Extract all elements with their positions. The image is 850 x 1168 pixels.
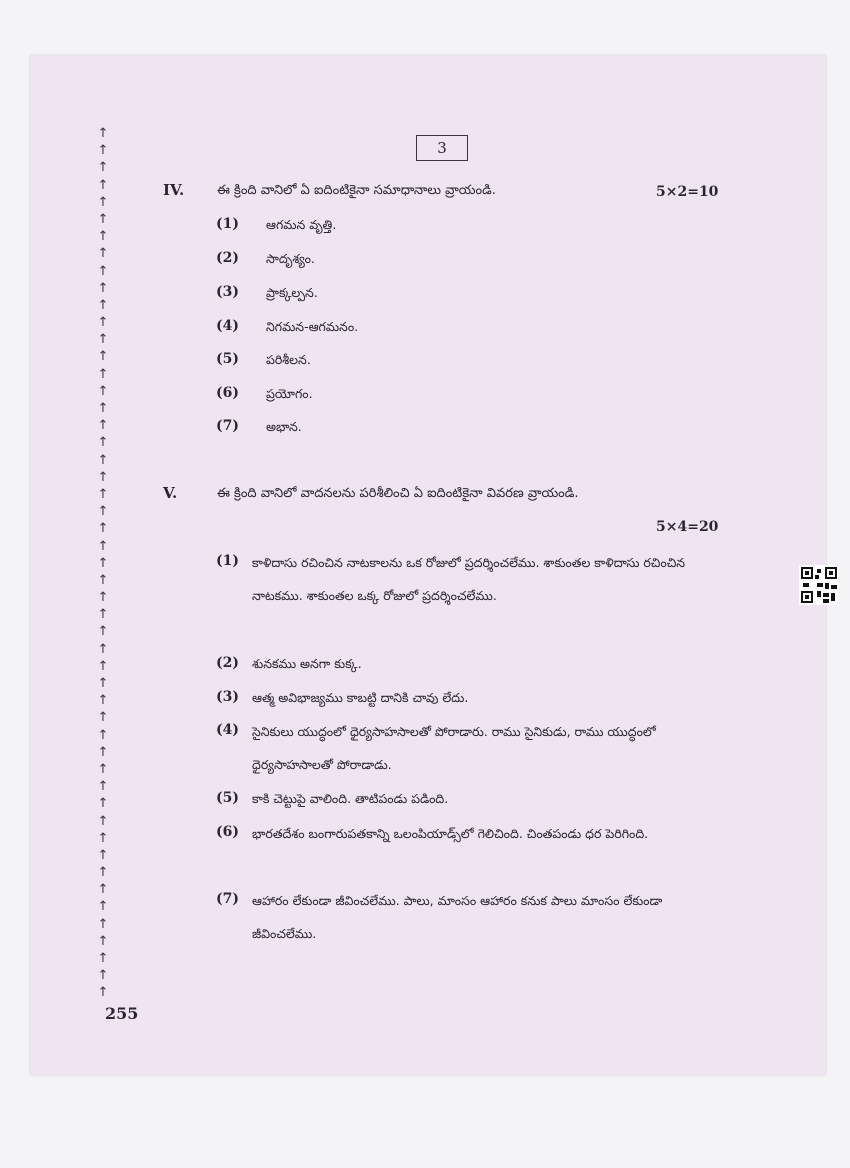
margin-arrow: ↑ [97, 194, 109, 210]
section-v-item-7-number: (7) [216, 891, 239, 907]
margin-arrow: ↑ [97, 590, 109, 606]
section-v-item-3-number: (3) [216, 689, 239, 705]
margin-arrow: ↑ [97, 624, 109, 640]
margin-arrow: ↑ [97, 641, 109, 657]
margin-arrow: ↑ [97, 160, 109, 176]
margin-arrow: ↑ [97, 263, 109, 279]
page-number-box: 3 [416, 135, 468, 161]
margin-arrow: ↑ [97, 968, 109, 984]
section-iv-item-1-number: (1) [216, 216, 239, 232]
section-iv-item-2-text: సాదృశ్యం. [266, 251, 315, 266]
section-iv-item-5-text: పరిశీలన. [266, 352, 311, 367]
margin-arrow: ↑ [97, 211, 109, 227]
margin-arrow: ↑ [97, 297, 109, 313]
margin-arrow: ↑ [97, 985, 109, 1001]
margin-arrow: ↑ [97, 899, 109, 915]
section-v-item-5-text: కాకి చెట్టుపై వాలింది. తాటిపండు పడింది. [252, 791, 449, 806]
margin-arrow: ↑ [97, 315, 109, 331]
section-iv-instruction: ఈ క్రింది వానిలో ఏ ఐదింటికైనా సమాధానాలు వ్రాయండి. [217, 183, 496, 198]
section-v-item-6-number: (6) [216, 824, 239, 840]
section-v-item-4-number: (4) [216, 722, 239, 738]
margin-arrow: ↑ [97, 916, 109, 932]
section-iv-item-7-number: (7) [216, 418, 239, 434]
margin-arrow: ↑ [97, 847, 109, 863]
margin-arrow: ↑ [97, 401, 109, 416]
section-iv-item-4-number: (4) [216, 318, 239, 334]
margin-arrow: ↑ [97, 779, 109, 795]
section-v-item-2-number: (2) [216, 655, 239, 671]
margin-arrow: ↑ [97, 727, 109, 743]
section-v-item-5-number: (5) [216, 790, 239, 806]
margin-arrow: ↑ [97, 882, 109, 898]
margin-arrow: ↑ [97, 229, 109, 245]
margin-arrow: ↑ [97, 744, 109, 760]
margin-arrow: ↑ [97, 452, 109, 468]
margin-arrow: ↑ [97, 572, 109, 588]
margin-arrow: ↑ [97, 177, 109, 193]
section-v-item-1-number: (1) [216, 553, 239, 569]
section-iv-item-5-number: (5) [216, 351, 239, 367]
margin-arrow: ↑ [97, 796, 109, 812]
margin-arrow: ↑ [97, 280, 109, 296]
section-v-number: V. [163, 484, 178, 502]
margin-arrow: ↑ [97, 813, 109, 829]
margin-arrow: ↑ [97, 143, 109, 159]
margin-arrow: ↑ [97, 658, 109, 674]
section-iv-number: IV. [163, 181, 185, 199]
margin-arrow: ↑ [97, 246, 109, 262]
margin-arrow: ↑ [97, 607, 109, 623]
section-v-marks: 5×4=20 [656, 519, 719, 535]
margin-arrow: ↑ [97, 693, 109, 709]
margin-arrow: ↑ [97, 676, 109, 691]
section-iv-item-7-text: అభాన. [266, 419, 302, 434]
margin-arrow: ↑ [97, 469, 109, 485]
margin-arrow: ↑ [97, 865, 109, 881]
margin-arrow: ↑ [97, 521, 109, 537]
section-v-item-3-text: ఆత్మ అవిభాజ్యము కాబట్టి దానికి చావు లేదు. [252, 690, 469, 705]
margin-arrow: ↑ [97, 349, 109, 365]
margin-arrow: ↑ [97, 951, 109, 966]
margin-arrow: ↑ [97, 504, 109, 520]
margin-arrow: ↑ [97, 366, 109, 382]
margin-arrow: ↑ [97, 538, 109, 554]
section-iv-item-6-number: (6) [216, 385, 239, 401]
section-v-instruction: ఈ క్రింది వానిలో వాదనలను పరిశీలించి ఏ ఐదింటికైనా వివరణ వ్రాయండి. [217, 486, 579, 501]
section-iv-item-2-number: (2) [216, 250, 239, 266]
section-iv-item-1-text: ఆగమన వృత్తి. [266, 217, 337, 232]
margin-arrow: ↑ [97, 435, 109, 451]
margin-arrow: ↑ [97, 710, 109, 726]
margin-arrow: ↑ [97, 418, 109, 434]
margin-arrow: ↑ [97, 486, 109, 502]
margin-arrow: ↑ [97, 933, 109, 949]
section-v-item-1-text: కాళిదాసు రచించిన నాటకాలను ఒక రోజులో ప్రదర్శించలేము. శాకుంతల కాళిదాసు రచించిన నాటకము. శాకుంతల ఒక్క రోజులో ప్రదర్శించలేము. [252, 555, 686, 603]
section-v-item-6-text: భారతదేశం బంగారుపతకాన్ని ఒలంపియాడ్స్‌లో గెలిచింది. చింతపండు ధర పెరిగింది. [252, 826, 649, 841]
section-v-item-4-text: సైనికులు యుద్ధంలో ధైర్యసాహసాలతో పోరాడారు. రాము సైనికుడు, రాము యుద్ధంలో ధైర్యసాహసాలతో పోరాడాడు. [252, 724, 656, 772]
footer-page-code: 255 [105, 1004, 139, 1023]
section-iv-item-3-number: (3) [216, 284, 239, 300]
margin-arrow: ↑ [97, 383, 109, 399]
margin-arrows [96, 125, 110, 1002]
margin-arrow: ↑ [97, 126, 109, 141]
margin-arrow: ↑ [97, 761, 109, 777]
section-iv-item-4-text: నిగమన-ఆగమనం. [266, 319, 359, 334]
section-iv-item-3-text: ప్రాక్కల్పన. [266, 285, 318, 300]
qr-code-icon [799, 565, 839, 605]
section-v-item-7-text: ఆహారం లేకుండా జీవించలేము. పాలు, మాంసం ఆహారం కనుక పాలు మాంసం లేకుండా జీవించలేము. [252, 893, 663, 941]
section-v-item-2-text: శునకము అనగా కుక్క. [252, 656, 362, 671]
margin-arrow: ↑ [97, 555, 109, 571]
section-iv-item-6-text: ప్రయోగం. [266, 386, 313, 401]
section-iv-marks: 5×2=10 [656, 184, 719, 200]
margin-arrow: ↑ [97, 332, 109, 348]
margin-arrow: ↑ [97, 830, 109, 846]
